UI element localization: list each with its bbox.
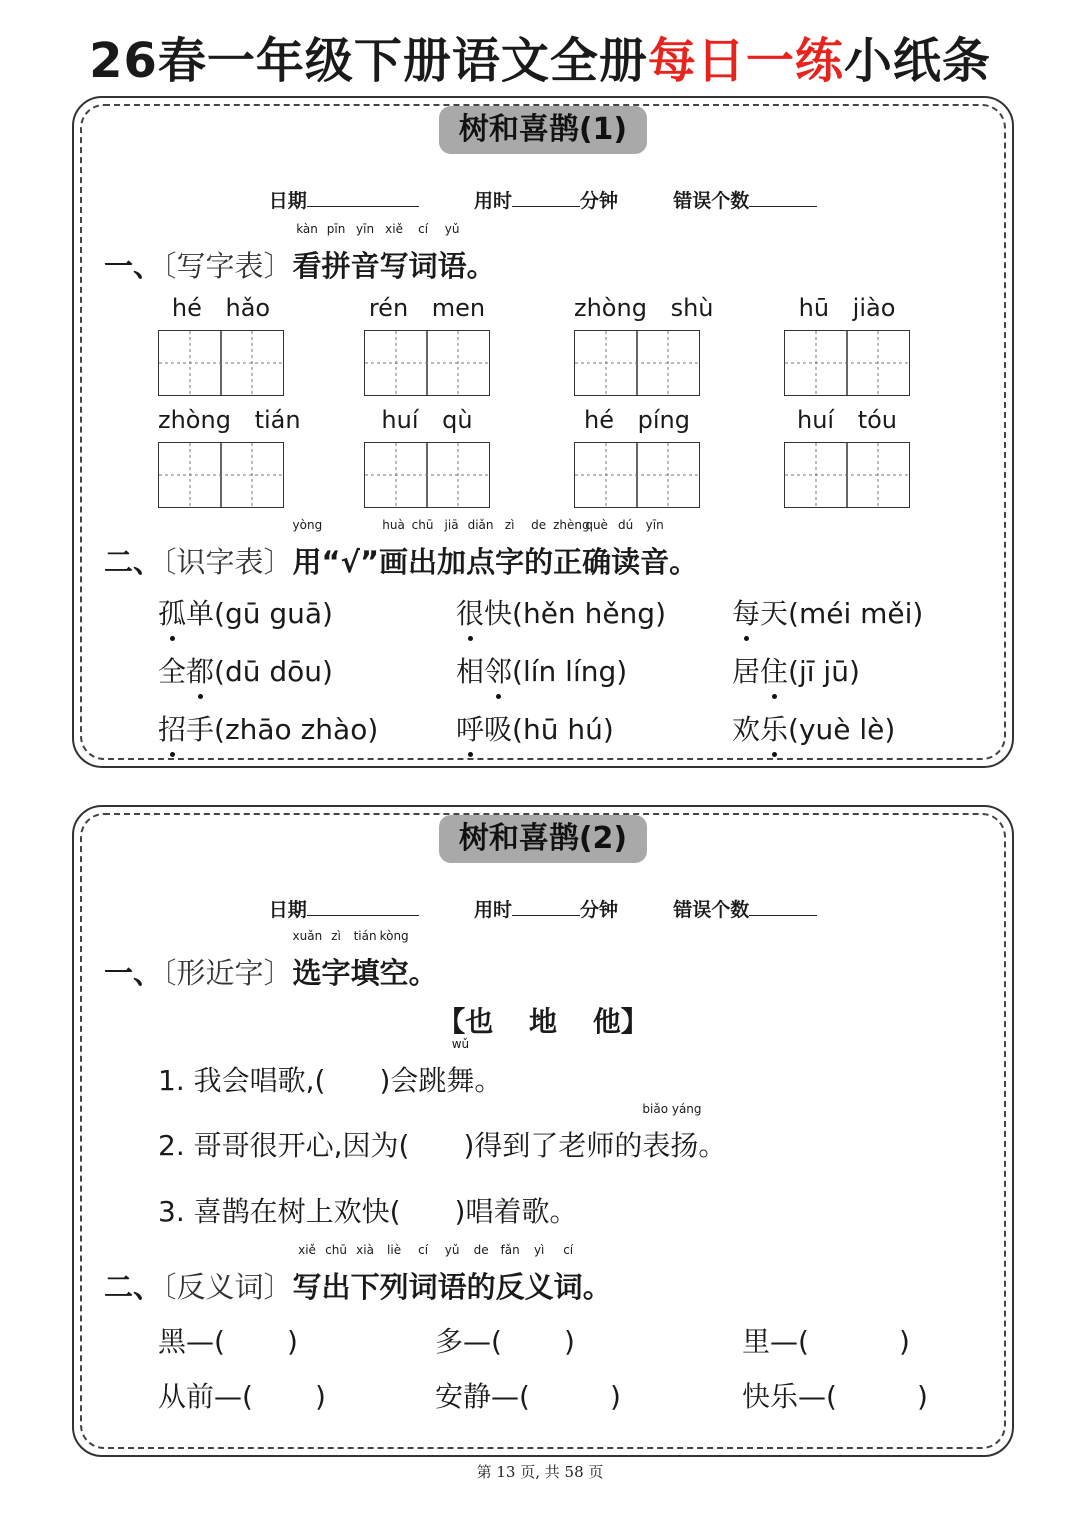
- minutes-label: 分钟: [580, 190, 619, 212]
- date-blank[interactable]: [307, 897, 419, 916]
- ruby-base: 词: [553, 1270, 583, 1304]
- writing-box: [364, 406, 490, 508]
- section-number: 二、: [104, 1270, 163, 1304]
- dotted-char: 孤: [158, 592, 186, 632]
- choice-options: 【也 地 他】: [437, 1005, 649, 1038]
- ruby-char: [495, 1243, 525, 1306]
- box-pinyin: huí qù: [381, 406, 473, 434]
- antonym-item: [742, 1375, 928, 1415]
- plain-char: 吸: [484, 713, 513, 746]
- title-part-2: 小纸条: [843, 33, 991, 89]
- q-text: )会跳: [379, 1064, 447, 1097]
- ruby-pinyin: zhèng: [553, 518, 590, 532]
- ruby-char: [292, 1243, 322, 1306]
- ruby-char: [437, 222, 467, 285]
- antonym-close: ): [563, 1325, 575, 1358]
- title-highlight: 每日一练: [647, 33, 844, 89]
- card-title: 树和喜鹊(1): [439, 106, 647, 154]
- ruby-pinyin: tián: [353, 929, 377, 943]
- ruby-pinyin: dú: [618, 518, 634, 532]
- ruby-pinyin: cí: [418, 222, 429, 236]
- ruby-char: [379, 1243, 409, 1306]
- writing-box: [364, 294, 490, 396]
- plain-char: 全: [158, 655, 187, 688]
- q-text: 1. 我会唱歌,(: [158, 1064, 326, 1097]
- ruby-char: [408, 1243, 438, 1306]
- ruby-pinyin: kàn: [296, 222, 318, 236]
- ruby-pinyin: yīn: [645, 518, 664, 532]
- fill-question-2: [158, 1102, 727, 1164]
- ruby-pinyin: biǎo yáng: [642, 1102, 702, 1116]
- ruby-char: [495, 518, 525, 581]
- plain-char: 居: [732, 655, 761, 688]
- reading-item: [732, 592, 923, 632]
- tian-grid[interactable]: [364, 330, 490, 396]
- errors-blank[interactable]: [749, 897, 817, 916]
- antonym-dash: —(: [798, 1380, 837, 1413]
- errors-label: 错误个数: [673, 899, 750, 921]
- ruby-base: 音: [640, 545, 670, 579]
- check-mark-text: “√”: [321, 545, 380, 579]
- section-heading: [104, 518, 699, 581]
- q-text: 。: [474, 1064, 503, 1097]
- ruby-pinyin: què: [585, 518, 608, 532]
- tian-grid[interactable]: [364, 442, 490, 508]
- ruby-pinyin: de: [531, 518, 547, 532]
- ruby-base: 的: [466, 1270, 496, 1304]
- ruby-base: 语: [437, 1270, 467, 1304]
- dotted-char: 很: [456, 592, 484, 632]
- time-label: 用时: [473, 899, 512, 921]
- ruby-base: 写: [292, 1270, 322, 1304]
- ruby-base: 出: [408, 545, 438, 579]
- section-heading: [104, 1243, 612, 1306]
- antonym-item: [158, 1320, 298, 1360]
- meta-row: [74, 186, 1012, 213]
- antonym-close: ): [314, 1380, 326, 1413]
- ruby-pinyin: wǔ: [451, 1037, 470, 1051]
- ruby-char: [321, 929, 351, 992]
- box-pinyin: hū jiào: [798, 294, 896, 322]
- tian-grid[interactable]: [784, 330, 910, 396]
- box-pinyin: zhòng tián: [158, 406, 301, 434]
- pinyin-options[interactable]: (yuè lè): [788, 713, 896, 746]
- plain-char: 快: [484, 597, 513, 630]
- ruby-base: 填: [350, 956, 380, 990]
- ruby-char: [350, 929, 380, 992]
- antonym-word: 从前: [158, 1380, 215, 1413]
- ruby-base: 字: [321, 956, 351, 990]
- ruby-pinyin: yǔ: [444, 1243, 460, 1257]
- section-number: 二、: [104, 545, 163, 579]
- ruby-base: 选: [292, 956, 322, 990]
- section-tag: 〔反义词〕: [162, 1270, 293, 1304]
- antonym-item: [435, 1375, 621, 1415]
- pinyin-options[interactable]: (hěn hěng): [512, 597, 666, 630]
- ruby-base: 词: [408, 249, 438, 283]
- section-number: 一、: [104, 249, 163, 283]
- ruby-base: 出: [321, 1270, 351, 1304]
- section-end: 。: [466, 249, 496, 283]
- ruby-char: [379, 222, 409, 285]
- ruby-char: [642, 1102, 702, 1164]
- fill-question-3: [158, 1190, 577, 1230]
- tian-grid[interactable]: [158, 330, 284, 396]
- ruby-pinyin: xià: [356, 1243, 374, 1257]
- pinyin-options[interactable]: (dū dōu): [214, 655, 333, 688]
- ruby-base: 的: [524, 545, 554, 579]
- ruby-char: [408, 518, 438, 581]
- writing-box: [158, 406, 301, 508]
- reading-item: [158, 708, 378, 748]
- plain-char: 手: [186, 713, 215, 746]
- ruby-pinyin: diǎn: [467, 518, 494, 532]
- ruby-char: [292, 929, 323, 992]
- antonym-word: 快乐: [742, 1380, 799, 1413]
- antonym-dash: —(: [491, 1380, 530, 1413]
- dotted-char: 每: [732, 592, 760, 632]
- antonym-word: 多: [435, 1325, 464, 1358]
- date-label: 日期: [268, 899, 307, 921]
- ruby-pinyin: yòng: [292, 518, 323, 532]
- ruby-pinyin: xiě: [298, 1243, 316, 1257]
- section-tag: 〔形近字〕: [162, 956, 293, 990]
- ruby-char: [350, 222, 380, 285]
- ruby-char: [379, 518, 409, 581]
- card-title: 树和喜鹊(2): [439, 815, 647, 863]
- box-pinyin: zhòng shù: [574, 294, 714, 322]
- ruby-pinyin: huà: [382, 518, 405, 532]
- ruby-pinyin: yīn: [356, 222, 375, 236]
- ruby-pinyin: liè: [387, 1243, 402, 1257]
- antonym-item: [435, 1320, 575, 1360]
- ruby-char: [446, 1037, 475, 1099]
- ruby-char: [350, 1243, 380, 1306]
- section-number: 一、: [104, 956, 163, 990]
- page-title: [0, 22, 1080, 91]
- section-tag: 〔写字表〕: [162, 249, 293, 283]
- box-pinyin: hé hǎo: [171, 294, 271, 322]
- section-end: 。: [582, 1270, 612, 1304]
- plain-char: 相: [456, 655, 485, 688]
- antonym-dash: —(: [186, 1325, 225, 1358]
- pinyin-options[interactable]: (méi měi): [788, 597, 924, 630]
- antonym-item: [742, 1320, 910, 1360]
- antonym-item: [158, 1375, 326, 1415]
- ruby-char: [437, 1243, 467, 1306]
- plain-char: 欢: [732, 713, 761, 746]
- reading-item: [456, 592, 666, 632]
- writing-box: [784, 294, 910, 396]
- antonym-close: ): [286, 1325, 298, 1358]
- ruby-pinyin: de: [473, 1243, 489, 1257]
- ruby-pinyin: yǔ: [444, 222, 460, 236]
- ruby-pinyin: zì: [331, 929, 341, 943]
- dotted-char: 乐: [760, 708, 788, 748]
- box-pinyin: rén men: [368, 294, 486, 322]
- exercise-card-1: [72, 96, 1014, 768]
- errors-label: 错误个数: [673, 190, 750, 212]
- ruby-char: [292, 222, 322, 285]
- ruby-char: [408, 222, 438, 285]
- reading-item: [732, 708, 895, 748]
- q-text: )得到了老师的: [463, 1129, 643, 1162]
- ruby-base: 字: [495, 545, 525, 579]
- ruby-char: [321, 222, 351, 285]
- ruby-pinyin: yì: [533, 1243, 545, 1257]
- ruby-base: 用: [292, 545, 322, 579]
- tian-grid[interactable]: [784, 442, 910, 508]
- section-heading: [104, 929, 438, 992]
- ruby-base: 反: [495, 1270, 525, 1304]
- ruby-base: 读: [611, 545, 641, 579]
- writing-box: [574, 406, 700, 508]
- minutes-label: 分钟: [580, 899, 619, 921]
- ruby-base: 看: [292, 249, 322, 283]
- antonym-close: ): [916, 1380, 928, 1413]
- q-text: )唱着歌。: [454, 1195, 578, 1228]
- ruby-char: [611, 518, 641, 581]
- ruby-base: 空: [379, 956, 409, 990]
- writing-box: [574, 294, 714, 396]
- ruby-pinyin: zì: [504, 518, 515, 532]
- ruby-pinyin: kòng: [379, 929, 409, 943]
- pinyin-options[interactable]: (gū guā): [214, 597, 333, 630]
- meta-row: [74, 895, 1012, 922]
- reading-item: [158, 650, 333, 690]
- ruby-pinyin: xuǎn: [292, 929, 323, 943]
- section-end: 。: [669, 545, 699, 579]
- dotted-char: 住: [760, 650, 788, 690]
- plain-char: 天: [760, 597, 789, 630]
- ruby-base: 写: [379, 249, 409, 283]
- pinyin-options[interactable]: (jī jū): [788, 655, 860, 688]
- ruby-base: 词: [408, 1270, 438, 1304]
- fill-question-1: [158, 1037, 503, 1099]
- ruby-base: 表扬: [642, 1129, 699, 1162]
- ruby-char: [466, 1243, 496, 1306]
- tian-grid[interactable]: [574, 330, 700, 396]
- ruby-pinyin: chū: [411, 518, 434, 532]
- tian-grid[interactable]: [574, 442, 700, 508]
- dotted-char: 呼: [456, 708, 484, 748]
- reading-item: [732, 650, 860, 690]
- ruby-base: 音: [350, 249, 380, 283]
- ruby-char: [582, 518, 612, 581]
- q-text: 3. 喜鹊在树上欢快(: [158, 1195, 401, 1228]
- ruby-pinyin: chū: [325, 1243, 347, 1257]
- antonym-word: 安静: [435, 1380, 492, 1413]
- plain-char: 单: [186, 597, 215, 630]
- antonym-close: ): [609, 1380, 621, 1413]
- ruby-pinyin: fǎn: [500, 1243, 520, 1257]
- box-pinyin: huí tóu: [796, 406, 898, 434]
- time-blank[interactable]: [512, 188, 580, 207]
- section-end: 。: [408, 956, 438, 990]
- pinyin-options[interactable]: (zhāo zhào): [214, 713, 379, 746]
- errors-blank[interactable]: [749, 188, 817, 207]
- ruby-base: 语: [437, 249, 467, 283]
- antonym-close: ): [898, 1325, 910, 1358]
- writing-box: [158, 294, 284, 396]
- ruby-base: 确: [582, 545, 612, 579]
- ruby-char: [640, 518, 670, 581]
- ruby-char: [524, 1243, 554, 1306]
- ruby-base: 点: [466, 545, 496, 579]
- ruby-char: [437, 518, 467, 581]
- time-blank[interactable]: [512, 897, 580, 916]
- ruby-base: 列: [379, 1270, 409, 1304]
- ruby-pinyin: jiā: [444, 518, 459, 532]
- box-pinyin: hé píng: [584, 406, 690, 434]
- ruby-base: 下: [350, 1270, 380, 1304]
- ruby-char: [292, 518, 323, 581]
- dotted-char: 招: [158, 708, 186, 748]
- antonym-dash: —(: [214, 1380, 253, 1413]
- date-label: 日期: [268, 190, 307, 212]
- ruby-char: [524, 518, 554, 581]
- writing-box: [784, 406, 910, 508]
- reading-item: [158, 592, 333, 632]
- antonym-dash: —(: [770, 1325, 809, 1358]
- dotted-char: 邻: [484, 650, 512, 690]
- title-part-1: 26春一年级下册语文全册: [89, 33, 648, 89]
- date-blank[interactable]: [307, 188, 419, 207]
- exercise-card-2: [72, 805, 1014, 1457]
- pinyin-options[interactable]: (lín líng): [512, 655, 628, 688]
- antonym-dash: —(: [463, 1325, 502, 1358]
- ruby-pinyin: xiě: [385, 222, 403, 236]
- ruby-char: [321, 1243, 351, 1306]
- antonym-word: 黑: [158, 1325, 187, 1358]
- ruby-pinyin: cí: [563, 1243, 574, 1257]
- q-text: 。: [698, 1129, 727, 1162]
- reading-item: [456, 650, 627, 690]
- ruby-char: [553, 1243, 583, 1306]
- ruby-char: [553, 518, 590, 581]
- antonym-word: 里: [742, 1325, 771, 1358]
- q-text: 2. 哥哥很开心,因为(: [158, 1129, 410, 1162]
- dotted-char: 都: [186, 650, 214, 690]
- ruby-pinyin: pīn: [326, 222, 346, 236]
- time-label: 用时: [473, 190, 512, 212]
- ruby-pinyin: cí: [418, 1243, 429, 1257]
- ruby-char: [379, 929, 409, 992]
- section-tag: 〔识字表〕: [162, 545, 293, 579]
- section-heading: [104, 222, 496, 285]
- ruby-base: 拼: [321, 249, 351, 283]
- page-number: 第 13 页, 共 58 页: [476, 1463, 604, 1481]
- ruby-base: 画: [379, 545, 409, 579]
- ruby-base: 加: [437, 545, 467, 579]
- ruby-base: 舞: [446, 1064, 475, 1097]
- ruby-base: 义: [524, 1270, 554, 1304]
- ruby-base: 正: [553, 545, 583, 579]
- reading-item: [456, 708, 614, 748]
- ruby-char: [466, 518, 496, 581]
- pinyin-options[interactable]: (hū hú): [512, 713, 614, 746]
- tian-grid[interactable]: [158, 442, 284, 508]
